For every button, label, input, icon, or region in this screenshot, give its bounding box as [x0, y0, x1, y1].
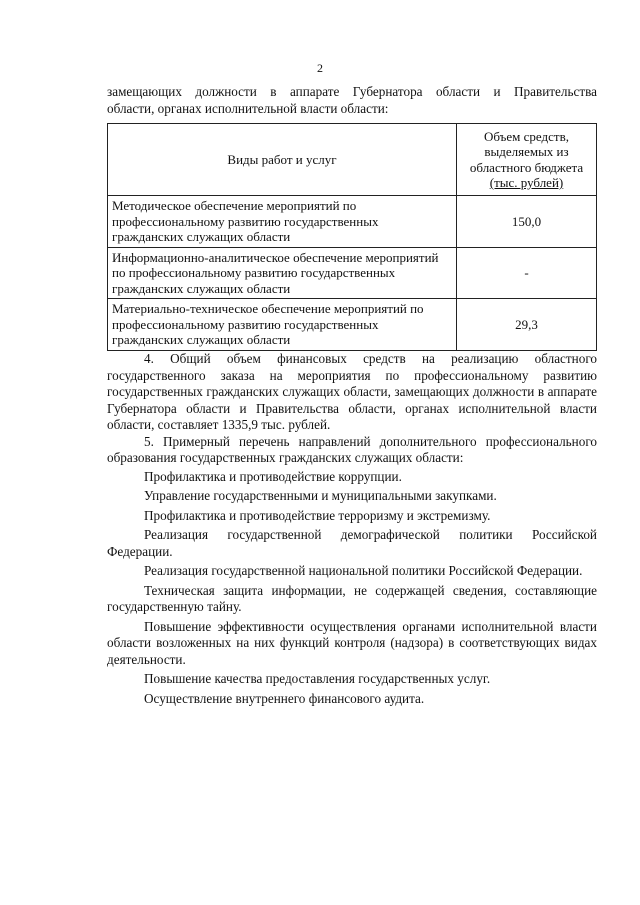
intro-line-1: замещающих должности в аппарате Губернатора области и Правительства	[107, 84, 597, 99]
list-item: Осуществление внутреннего финансового аудита.	[144, 690, 425, 706]
document-body	[107, 351, 597, 710]
list-item: Реализация государственной демографической политики Российской Федерации.	[107, 527, 597, 559]
list-item: Управление государственными и муниципальными закупками.	[144, 488, 497, 503]
row-work-name: Материально-техническое обеспечение мероприятий по профессиональному развитию государственных гражданских служащих области	[108, 299, 457, 351]
row-work-name: Методическое обеспечение мероприятий по профессиональному развитию государственных гражданских служащих области	[108, 196, 457, 248]
row-amount: 29,3	[457, 299, 597, 351]
table-row	[108, 196, 597, 248]
list-item: Профилактика и противодействие терроризму и экстремизму.	[144, 507, 491, 523]
list-item: Повышение качества предоставления государственных услуг.	[144, 671, 491, 686]
directions-list	[107, 469, 597, 708]
list-item: Техническая защита информации, не содержащей сведения, составляющие государственную тайну.	[107, 582, 597, 614]
intro-line-2: области, органах исполнительной власти области:	[107, 100, 389, 116]
header-funding-line-2: выделяемых из	[484, 144, 569, 159]
header-funding-line-3: областного бюджета	[469, 159, 584, 175]
header-funding-line-1: Объем средств,	[484, 128, 569, 144]
page-number: 2	[317, 61, 323, 75]
table-row	[108, 247, 597, 299]
list-item: Реализация государственной национальной политики Российской Федерации.	[144, 563, 583, 578]
row-amount: 150,0	[457, 196, 597, 248]
table-row	[108, 299, 597, 351]
funding-table	[107, 123, 597, 351]
intro-text	[107, 84, 597, 117]
list-item: Повышение эффективности осуществления органами исполнительной власти области возложенных на них функций контроля (надзора) в соответствующих видах деятельности.	[107, 618, 597, 667]
paragraph-5: 5. Примерный перечень направлений дополнительного профессионального образования государственных гражданских служащих области:	[107, 433, 597, 465]
row-work-name: Информационно-аналитическое обеспечение мероприятий по профессиональному развитию государственных гражданских служащих области	[108, 247, 457, 299]
header-funding-amount	[457, 124, 597, 196]
header-funding-line-4: (тыс. рублей)	[489, 175, 564, 190]
row-amount: -	[457, 247, 597, 299]
list-item: Профилактика и противодействие коррупции.	[144, 468, 402, 484]
table-header-row	[108, 124, 597, 196]
header-work-types: Виды работ и услуг	[108, 124, 457, 196]
paragraph-4: 4. Общий объем финансовых средств на реализацию областного государственного заказа на мероприятия по профессиональному развитию государственных гражданских служащих области, замещающих должности в аппарате Губернатора области и Правительства области, органах исполнительной власти области, составляет 1335,9 тыс. рублей.	[107, 351, 597, 432]
